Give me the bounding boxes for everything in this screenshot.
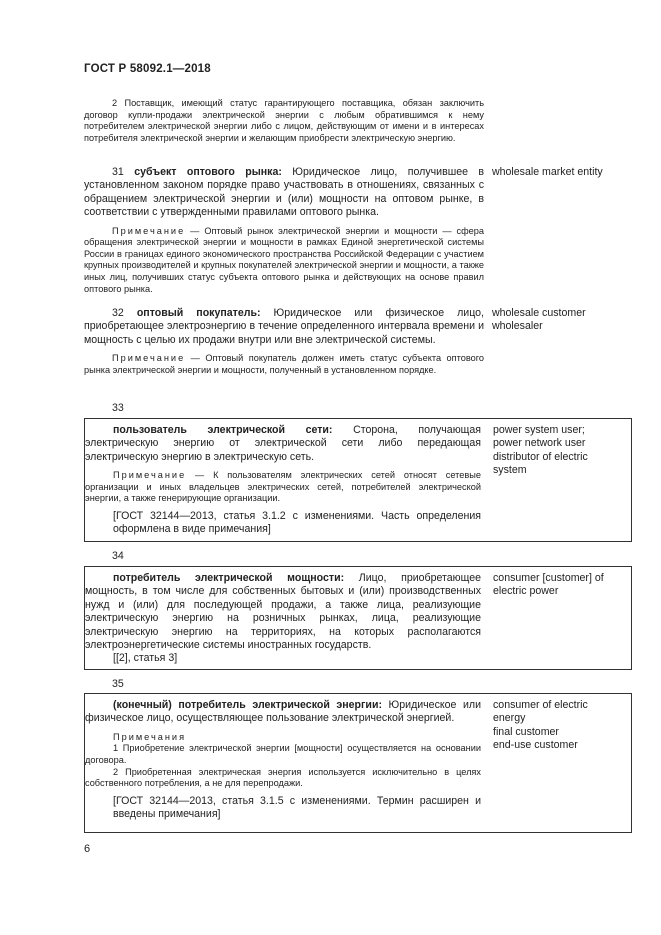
entry-number: 34 — [112, 550, 124, 562]
note-text: — Оптовый покупатель должен иметь статус субъекта оптового рынка электрической энергии и мощности, полученный в установленном порядке. — [84, 353, 484, 375]
entry-term: потребитель электрической мощности: — [113, 572, 345, 584]
note-text: — К пользователям электрических сетей относят сетевые организации и иных владельцев электрических сетей, потребителей электрической энергии, а также генерирующие организации. — [85, 470, 481, 504]
entry-35 — [85, 699, 481, 822]
entry-32 — [84, 307, 484, 376]
entry-term: пользователь электрической сети: — [113, 424, 333, 436]
note-text: 2 Поставщик, имеющий статус гарантирующего поставщика, обязан заключить договор купли-продажи электрической энергии с любым обратившимся к нему потребителем электрической энергии либо с лицом, действующим от имени и в интересах потребителя электрической энергии и желающим приобрести электрическую энергию. — [84, 98, 484, 143]
entry-definition-text: Лицо, приобретающее мощность, в том числе для собственных бытовых и (или) производственных нужд и (или) для последующей продажи, а также лица, реализующие электрическую энергию на розничных рынках, лица, реализующие электрическую энергию на территориях, на которых располагаются электроэнергетические системы иностранных государств. — [85, 572, 481, 652]
entry-note: 2 Приобретенная электрическая энергия используется исключительно в целях собственного потребления, а не для перепродажи. — [85, 766, 481, 789]
english-term: power system user; — [493, 424, 585, 436]
english-term: consumer [customer] of — [493, 572, 604, 584]
entry-note — [84, 226, 484, 296]
entry-definition — [84, 307, 484, 347]
entry-term: (конечный) потребитель электрической энергии: — [113, 699, 382, 711]
entry-definition — [85, 424, 481, 464]
english-term: energy — [493, 712, 526, 725]
english-term: distributor of electric — [493, 450, 588, 463]
page-number: 6 — [84, 843, 91, 855]
notes-title: Примечания — [113, 731, 187, 742]
entry-34 — [85, 572, 481, 666]
entry-definition — [84, 166, 484, 220]
note-label: Примечание — [112, 353, 186, 364]
english-equivalent-34 — [493, 572, 604, 599]
english-term: wholesale market entity — [492, 166, 603, 178]
entry-note — [85, 470, 481, 505]
note-label: Примечание — [112, 225, 186, 236]
english-term: wholesale customer — [492, 307, 586, 319]
entry-definition-text: Юридическое или физическое лицо, приобретающее электроэнергию в течение определенного интервала времени и мощность с целью их продажи внутри или вне электрической системы. — [84, 307, 484, 346]
entry-term: субъект оптового рынка: — [134, 166, 282, 178]
continuation-note — [84, 98, 484, 144]
page-header: ГОСТ Р 58092.1—2018 — [84, 63, 211, 75]
english-term: wholesaler — [492, 320, 543, 333]
entry-definition — [85, 572, 481, 652]
note-label: Примечание — [113, 470, 187, 481]
english-term: final customer — [493, 725, 559, 738]
note-text: — Оптовый рынок электрической энергии и мощности — сфера обращения электрической энергии и мощности в рамках Единой энергетической системы России в границах единого экономического пространства Российской Федерации с участием крупных производителей и крупных покупателей электрической энергии и мощности, а также иных лиц, получивших статус субъекта оптового рынка и действующих на основе правил оптового рынка. — [84, 225, 484, 294]
entry-definition-text: Юридическое или физическое лицо, осуществляющее пользование электрической энергией. — [85, 699, 481, 725]
english-equivalent-33 — [493, 424, 588, 478]
english-term: consumer of electric — [493, 699, 588, 711]
english-term: end-use customer — [493, 739, 578, 752]
entry-number: 35 — [112, 678, 124, 690]
english-equivalent-35 — [493, 699, 588, 753]
entry-number: 33 — [112, 402, 124, 414]
english-equivalent-32 — [492, 307, 586, 334]
entry-33-box — [84, 418, 632, 542]
entry-definition — [85, 699, 481, 726]
entry-34-box — [84, 566, 632, 670]
english-term: system — [493, 464, 527, 477]
entry-number: 31 — [112, 166, 124, 178]
english-equivalent-31 — [492, 166, 603, 179]
english-term: electric power — [493, 585, 559, 598]
entry-note — [84, 353, 484, 376]
entry-33 — [85, 424, 481, 537]
english-term: power network user — [493, 437, 586, 450]
source-reference: [ГОСТ 32144—2013, статья 3.1.5 с изменениями. Термин расширен и введены примечания] — [113, 794, 481, 821]
entry-definition-text: Сторона, получающая электрическую энергию от электрической сети либо передающая электрическую энергию в электрическую сеть. — [85, 424, 481, 463]
entry-number: 32 — [112, 307, 124, 319]
entry-35-box — [84, 693, 632, 833]
entry-note: 1 Приобретение электрической энергии [мощности] осуществляется на основании договора. — [85, 743, 481, 765]
source-reference: [[2], статья 3] — [113, 652, 178, 665]
entry-term: оптовый покупатель: — [136, 307, 261, 319]
entry-31 — [84, 166, 484, 295]
entry-definition-text: Юридическое лицо, получившее в установленном законом порядке право участвовать в отношениях, связанных с обращением электрической энергии и (или) мощности на оптовом рынке, в соответствии с утвержденными правилами оптового рынка. — [84, 166, 484, 219]
source-reference: [ГОСТ 32144—2013, статья 3.1.2 с изменениями. Часть определения оформлена в виде примечания] — [113, 510, 481, 536]
